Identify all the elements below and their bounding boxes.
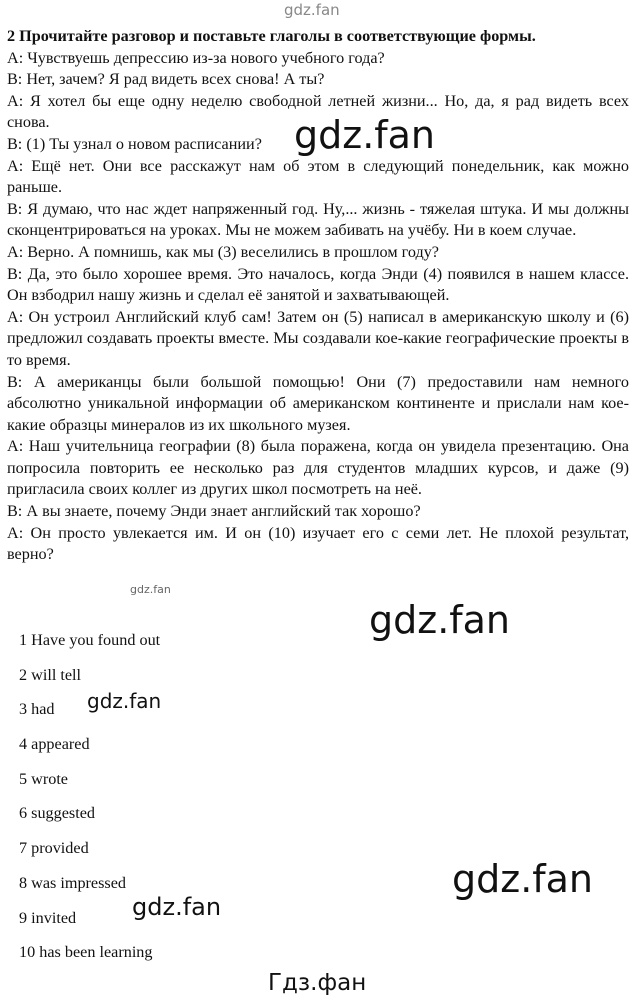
watermark-bottom: Гдз.фан — [268, 970, 367, 996]
answer-item: 3 had — [19, 700, 55, 719]
watermark: gdz.fan — [294, 113, 436, 157]
dialogue-line: А: Верно. А помнишь, как мы (3) веселились в прошлом году? — [7, 242, 439, 261]
dialogue-line: А: Он устроил Английский клуб сам! Затем он (5) написал в американскую школу и (6) предложил создавать проекты вместе. Мы создавали кое-какие географические проекты в то время. — [7, 307, 629, 369]
dialogue-line: В: Нет, зачем? Я рад видеть всех снова! А ты? — [7, 70, 325, 89]
dialogue-line: В: А вы знаете, почему Энди знает английский так хорошо? — [7, 502, 421, 521]
answer-item: 10 has been learning — [19, 943, 153, 962]
watermark: gdz.fan — [87, 689, 162, 713]
dialogue-line: В: Да, это было хорошее время. Это началось, когда Энди (4) появился в нашем классе. Он взбодрил нашу жизнь и сделал её занятой и захватывающей. — [7, 264, 629, 305]
dialogue-line: А: Я хотел бы еще одну неделю свободной летней жизни... Но, да, я рад видеть всех снова. — [7, 91, 629, 132]
answer-item: 1 Have you found out — [19, 631, 161, 649]
dialogue-line: А: Он просто увлекается им. И он (10) изучает его с семи лет. Не плохой результат, верно? — [7, 523, 629, 564]
answer-item: 5 wrote — [19, 769, 68, 788]
watermark: gdz.fan — [132, 893, 222, 921]
answer-item: 2 will tell — [19, 665, 82, 684]
watermark-top: gdz.fan — [284, 1, 340, 19]
dialogue-line: В: Я думаю, что нас ждет напряженный год. Ну,... жизнь - тяжелая штука. И мы должны сконцентрироваться на уроках. Мы не можем забивать на учёбу. Ни в коем случае. — [7, 199, 629, 240]
watermark-small: gdz.fan — [130, 583, 171, 596]
answer-item: 7 provided — [19, 839, 89, 858]
watermark: gdz.fan — [369, 598, 511, 642]
dialogue-line: В: (1) Ты узнал о новом расписании? — [7, 134, 262, 153]
answer-item: 8 was impressed — [19, 873, 126, 892]
answer-item: 4 appeared — [19, 735, 90, 754]
dialogue-line: А: Чувствуешь депрессию из-за нового учебного года? — [7, 48, 385, 67]
answer-list — [19, 629, 319, 976]
dialogue-line: В: А американцы были большой помощью! Они (7) предоставили нам немного абсолютно уникальной информации об американском континенте и прислали нам кое-какие образцы минералов из их школьного музея. — [7, 372, 629, 434]
answer-item: 9 invited — [19, 908, 77, 927]
task-heading: 2 Прочитайте разговор и поставьте глаголы в соответствующие формы. — [7, 27, 536, 45]
dialogue-line: А: Наш учительница географии (8) была поражена, когда он увидела презентацию. Она попросила повторить ее несколько раз для студентов младших курсов, и даже (9) пригласила своих коллег из других школ посмотреть на неё. — [7, 437, 629, 499]
dialogue-line: А: Ещё нет. Они все расскажут нам об этом в следующий понедельник, как можно раньше. — [7, 156, 629, 197]
answer-item: 6 suggested — [19, 804, 95, 823]
watermark: gdz.fan — [452, 857, 594, 901]
task-text — [7, 26, 629, 566]
